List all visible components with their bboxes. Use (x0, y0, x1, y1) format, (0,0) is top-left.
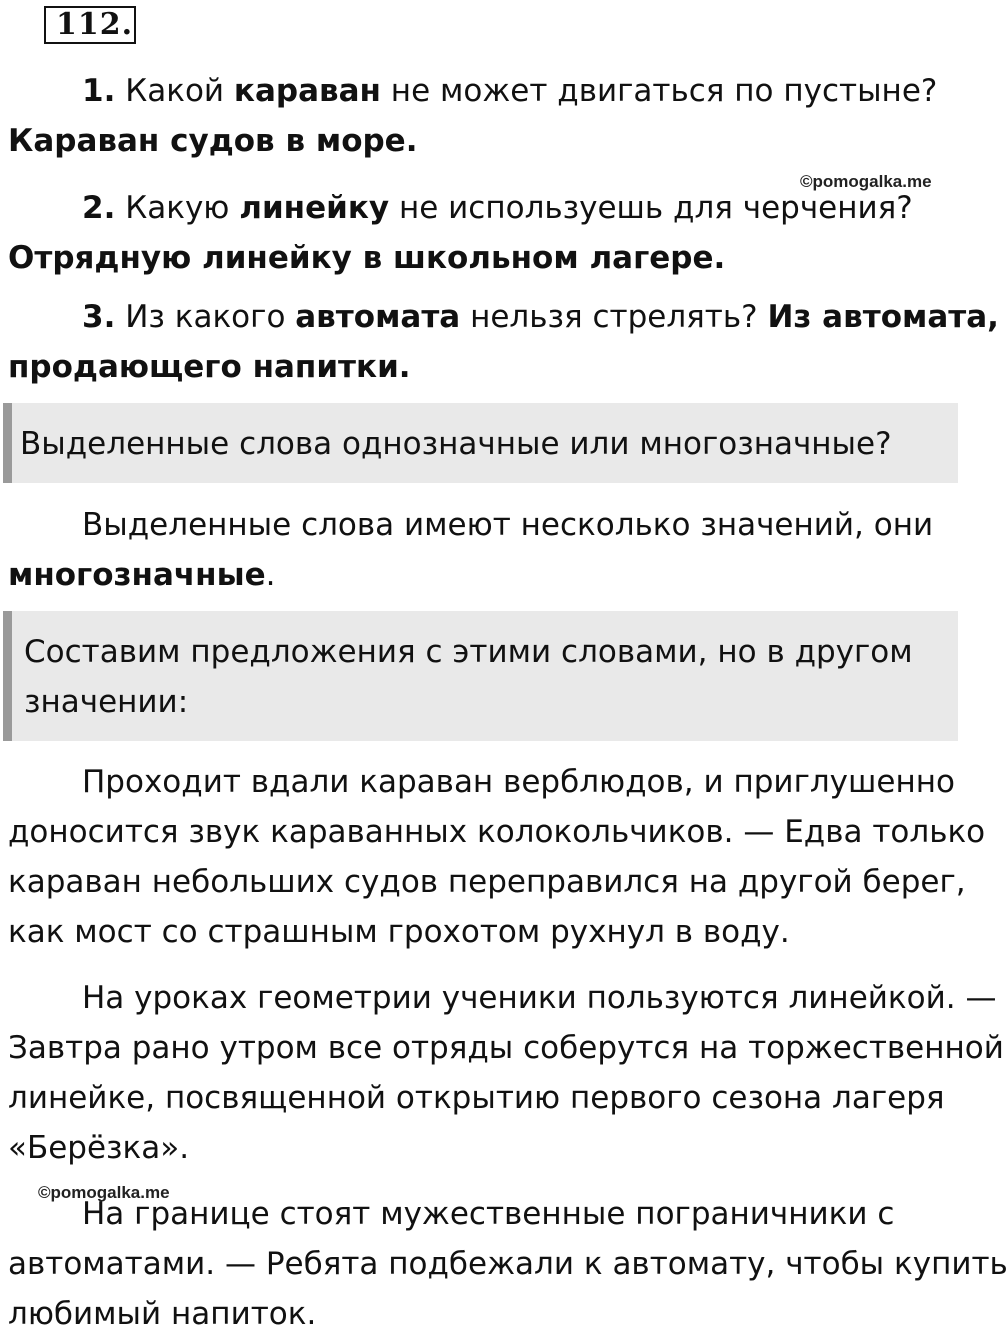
watermark-top: ©pomogalka.me (800, 172, 932, 191)
item-3-question (8, 292, 999, 342)
paragraph-3-line: На границе стоят мужественные пограничники с (82, 1196, 895, 1232)
question-1-text: Выделенные слова однозначные или многозначные? (20, 426, 892, 462)
paragraph-1-line: Проходит вдали караван верблюдов, и приглушенно (82, 764, 955, 800)
paragraph-lineyka (8, 973, 1004, 1173)
answer-1 (8, 500, 952, 600)
item-3-number: 3. (82, 299, 116, 335)
answer-1-line2 (8, 550, 952, 600)
paragraph-1-line: доносится звук караванных колокольчиков. — Едва только (8, 814, 986, 850)
item-1-number: 1. (82, 73, 116, 109)
item-1-question (8, 66, 952, 116)
question-block-2 (3, 611, 958, 741)
item-1-keyword: караван (233, 73, 381, 109)
item-3-answer-part1: Из автомата, (767, 299, 999, 335)
paragraph-2-line: На уроках геометрии ученики пользуются линейкой. — (82, 980, 997, 1016)
paragraph-avtomat (8, 1189, 1008, 1339)
item-3-q-after: нельзя стрелять? (460, 299, 768, 335)
item-1-answer-text: Караван судов в море. (8, 123, 418, 159)
paragraph-3-line: любимый напиток. (8, 1296, 317, 1332)
item-2-q-after: не используешь для черчения? (389, 190, 913, 226)
watermark-bottom: ©pomogalka.me (38, 1183, 170, 1202)
item-3-answer-line2 (8, 342, 952, 392)
item-2 (8, 183, 952, 283)
item-2-question (8, 183, 952, 233)
item-3 (8, 292, 999, 392)
item-2-number: 2. (82, 190, 116, 226)
item-1-q-before: Какой (115, 73, 234, 109)
item-2-answer-text: Отрядную линейку в школьном лагере. (8, 240, 726, 276)
paragraph-2-line: Завтра рано утром все отряды соберутся на торжественной (8, 1030, 1004, 1066)
exercise-number: 112. (44, 6, 136, 44)
paragraph-1-line: караван небольших судов переправился на другой берег, (8, 864, 966, 900)
question-2-line2: значении: (24, 684, 189, 720)
question-block-1 (3, 403, 958, 483)
paragraph-1-line: как мост со страшным грохотом рухнул в воду. (8, 914, 790, 950)
paragraph-karavan (8, 757, 986, 957)
item-3-q-before: Из какого (115, 299, 296, 335)
item-3-keyword: автомата (295, 299, 461, 335)
answer-1-line1: Выделенные слова имеют несколько значений, они (82, 507, 934, 543)
item-2-keyword: линейку (239, 190, 390, 226)
answer-1-keyword: многозначные (8, 557, 266, 593)
paragraph-3-line: автоматами. — Ребята подбежали к автомату, чтобы купить (8, 1246, 1008, 1282)
answer-1-end: . (265, 557, 276, 593)
item-2-q-before: Какую (115, 190, 240, 226)
item-1-q-after: не может двигаться по пустыне? (380, 73, 938, 109)
paragraph-2-line: «Берёзка». (8, 1130, 190, 1166)
item-2-answer (8, 233, 952, 283)
question-2-line1: Составим предложения с этими словами, но в другом (24, 634, 913, 670)
item-1-answer (8, 116, 952, 166)
item-1 (8, 66, 952, 166)
item-3-answer-part2: продающего напитки. (8, 349, 411, 385)
paragraph-2-line: линейке, посвященной открытию первого сезона лагеря (8, 1080, 945, 1116)
